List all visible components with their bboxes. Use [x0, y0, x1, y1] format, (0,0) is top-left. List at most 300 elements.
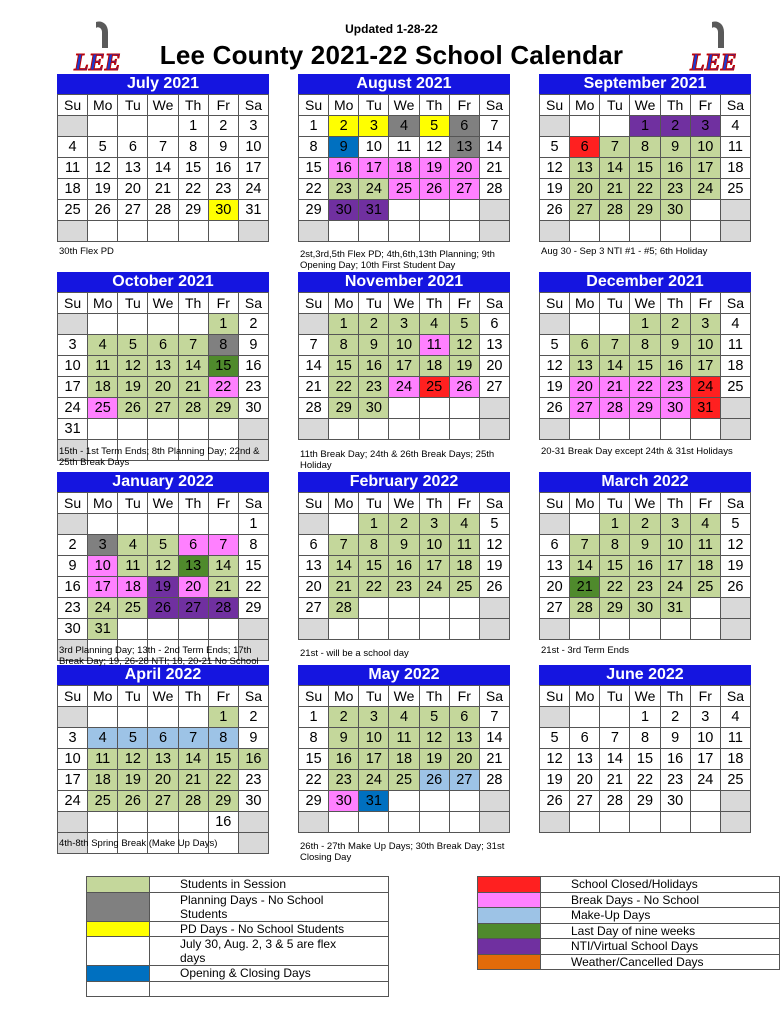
day-cell: 8 — [208, 728, 238, 749]
day-cell: 20 — [118, 179, 148, 200]
legend-label: Break Days - No School — [541, 892, 780, 908]
empty-cell — [600, 314, 630, 335]
day-cell: 4 — [720, 116, 750, 137]
month-table — [539, 292, 751, 440]
day-cell: 8 — [299, 728, 329, 749]
day-cell: 31 — [359, 791, 389, 812]
day-cell: 17 — [359, 749, 389, 770]
day-cell: 14 — [178, 356, 208, 377]
legend-swatch — [87, 981, 150, 997]
day-cell: 2 — [329, 707, 359, 728]
day-cell: 30 — [329, 791, 359, 812]
weekday-label: Mo — [88, 686, 118, 707]
weekday-label: Fr — [208, 95, 238, 116]
day-cell: 9 — [389, 535, 419, 556]
day-cell: 31 — [660, 598, 690, 619]
empty-cell — [449, 200, 479, 221]
month-note: 15th - 1st Term Ends; 8th Planning Day; 22nd & 25th Break Days — [59, 446, 260, 468]
legend-row — [87, 981, 389, 997]
day-cell: 13 — [148, 749, 178, 770]
day-cell: 30 — [660, 200, 690, 221]
empty-cell — [449, 812, 479, 833]
day-cell: 23 — [238, 377, 268, 398]
day-cell: 25 — [118, 598, 148, 619]
day-cell: 6 — [570, 728, 600, 749]
day-cell: 23 — [660, 179, 690, 200]
day-cell: 9 — [630, 535, 660, 556]
empty-cell — [389, 812, 419, 833]
day-cell: 2 — [660, 116, 690, 137]
day-cell: 7 — [570, 535, 600, 556]
day-cell: 22 — [600, 577, 630, 598]
day-cell: 18 — [449, 556, 479, 577]
month-table — [298, 292, 510, 440]
month-table — [57, 94, 269, 242]
day-cell: 28 — [178, 791, 208, 812]
month-note: 3rd Planning Day; 13th - 2nd Term Ends; 17th Break Day; 19, 26-28 NTI; 18, 20-21 No School — [59, 645, 259, 667]
empty-cell — [449, 398, 479, 419]
day-cell: 22 — [630, 377, 660, 398]
day-cell: 27 — [148, 791, 178, 812]
day-cell: 12 — [419, 728, 449, 749]
day-cell: 4 — [389, 707, 419, 728]
logo-text: LEE — [74, 50, 121, 74]
empty-cell — [88, 707, 118, 728]
day-cell: 23 — [359, 377, 389, 398]
empty-cell — [238, 221, 268, 242]
empty-cell — [449, 598, 479, 619]
day-cell: 16 — [389, 556, 419, 577]
day-cell: 9 — [329, 137, 359, 158]
day-cell: 20 — [299, 577, 329, 598]
day-cell: 18 — [720, 749, 750, 770]
day-cell: 14 — [148, 158, 178, 179]
day-cell: 15 — [630, 356, 660, 377]
day-cell: 15 — [299, 749, 329, 770]
legend-label: School Closed/Holidays — [541, 877, 780, 893]
weekday-label: Tu — [600, 293, 630, 314]
day-cell: 28 — [600, 398, 630, 419]
day-cell: 27 — [540, 598, 570, 619]
day-cell: 28 — [329, 598, 359, 619]
weekday-label: Su — [58, 686, 88, 707]
day-cell: 16 — [58, 577, 88, 598]
day-cell: 19 — [118, 770, 148, 791]
empty-cell — [570, 619, 600, 640]
day-cell: 4 — [88, 728, 118, 749]
empty-cell — [540, 812, 570, 833]
month-march-2022 — [539, 472, 751, 640]
legend-swatch — [87, 877, 150, 893]
day-cell: 4 — [58, 137, 88, 158]
day-cell: 3 — [359, 707, 389, 728]
day-cell: 27 — [449, 770, 479, 791]
day-cell: 23 — [238, 770, 268, 791]
day-cell: 18 — [720, 158, 750, 179]
day-cell: 23 — [660, 770, 690, 791]
empty-cell — [720, 419, 750, 440]
month-table — [57, 492, 269, 661]
day-cell: 30 — [208, 200, 238, 221]
empty-cell — [570, 314, 600, 335]
weekday-label: Sa — [479, 293, 509, 314]
day-cell: 1 — [630, 116, 660, 137]
empty-cell — [690, 200, 720, 221]
day-cell: 12 — [479, 535, 509, 556]
day-cell: 21 — [479, 749, 509, 770]
day-cell: 28 — [479, 179, 509, 200]
day-cell: 12 — [118, 356, 148, 377]
day-cell: 11 — [720, 137, 750, 158]
day-cell: 24 — [389, 377, 419, 398]
day-cell: 7 — [479, 707, 509, 728]
legend-label: Planning Days - No School Students — [150, 892, 389, 921]
day-cell: 16 — [660, 749, 690, 770]
day-cell: 5 — [540, 137, 570, 158]
weekday-label: We — [389, 95, 419, 116]
day-cell: 29 — [238, 598, 268, 619]
day-cell: 31 — [58, 419, 88, 440]
empty-cell — [600, 419, 630, 440]
empty-cell — [570, 116, 600, 137]
day-cell: 21 — [479, 158, 509, 179]
weekday-label: Th — [660, 95, 690, 116]
day-cell: 9 — [329, 728, 359, 749]
day-cell: 5 — [118, 335, 148, 356]
month-note: 21st - 3rd Term Ends — [541, 645, 630, 656]
empty-cell — [389, 221, 419, 242]
day-cell: 12 — [419, 137, 449, 158]
empty-cell — [690, 221, 720, 242]
legend-row — [478, 877, 780, 893]
day-cell: 29 — [630, 398, 660, 419]
weekday-label: Mo — [570, 95, 600, 116]
weekday-label: Mo — [570, 493, 600, 514]
day-cell: 9 — [58, 556, 88, 577]
empty-cell — [238, 619, 268, 640]
day-cell: 14 — [600, 158, 630, 179]
legend-swatch — [87, 892, 150, 921]
empty-cell — [118, 707, 148, 728]
day-cell: 16 — [208, 812, 238, 833]
weekday-label: Su — [299, 95, 329, 116]
weekday-label: Sa — [720, 493, 750, 514]
legend-row — [478, 939, 780, 955]
day-cell: 13 — [148, 356, 178, 377]
day-cell: 2 — [238, 314, 268, 335]
day-cell: 7 — [178, 335, 208, 356]
day-cell: 12 — [540, 158, 570, 179]
empty-cell — [329, 419, 359, 440]
month-july-2021 — [57, 74, 269, 242]
day-cell: 17 — [690, 158, 720, 179]
day-cell: 20 — [570, 377, 600, 398]
day-cell: 17 — [660, 556, 690, 577]
day-cell: 29 — [299, 791, 329, 812]
day-cell: 11 — [690, 535, 720, 556]
empty-cell — [88, 514, 118, 535]
day-cell: 16 — [208, 158, 238, 179]
empty-cell — [720, 812, 750, 833]
empty-cell — [359, 598, 389, 619]
empty-cell — [419, 419, 449, 440]
day-cell: 5 — [88, 137, 118, 158]
month-title: October 2021 — [57, 272, 269, 292]
day-cell: 6 — [178, 535, 208, 556]
day-cell: 14 — [479, 137, 509, 158]
day-cell: 10 — [690, 728, 720, 749]
day-cell: 21 — [600, 377, 630, 398]
empty-cell — [178, 314, 208, 335]
day-cell: 21 — [570, 577, 600, 598]
day-cell: 24 — [359, 179, 389, 200]
logo-text: LEE — [690, 50, 737, 74]
day-cell: 20 — [479, 356, 509, 377]
day-cell: 8 — [299, 137, 329, 158]
day-cell: 16 — [238, 356, 268, 377]
day-cell: 20 — [540, 577, 570, 598]
empty-cell — [630, 221, 660, 242]
day-cell: 1 — [178, 116, 208, 137]
page-title: Lee County 2021-22 School Calendar — [159, 40, 624, 70]
empty-cell — [238, 419, 268, 440]
day-cell: 22 — [238, 577, 268, 598]
day-cell: 19 — [720, 556, 750, 577]
empty-cell — [479, 221, 509, 242]
month-april-2022 — [57, 665, 269, 854]
empty-cell — [389, 419, 419, 440]
day-cell: 19 — [540, 377, 570, 398]
legend-left — [86, 876, 389, 997]
day-cell: 11 — [389, 728, 419, 749]
empty-cell — [419, 812, 449, 833]
empty-cell — [148, 619, 178, 640]
empty-cell — [58, 314, 88, 335]
day-cell: 19 — [540, 770, 570, 791]
day-cell: 16 — [630, 556, 660, 577]
day-cell: 15 — [359, 556, 389, 577]
day-cell: 24 — [58, 791, 88, 812]
day-cell: 22 — [299, 179, 329, 200]
day-cell: 13 — [118, 158, 148, 179]
day-cell: 15 — [630, 749, 660, 770]
weekday-label: Fr — [449, 686, 479, 707]
empty-cell — [238, 812, 268, 833]
day-cell: 21 — [299, 377, 329, 398]
day-cell: 24 — [660, 577, 690, 598]
day-cell: 22 — [178, 179, 208, 200]
month-note: 4th-8th Spring Break (Make Up Days) — [59, 838, 218, 849]
day-cell: 20 — [449, 749, 479, 770]
month-december-2021 — [539, 272, 751, 440]
day-cell: 29 — [208, 791, 238, 812]
day-cell: 22 — [630, 179, 660, 200]
day-cell: 30 — [630, 598, 660, 619]
day-cell: 25 — [389, 770, 419, 791]
day-cell: 21 — [178, 770, 208, 791]
weekday-label: Tu — [359, 293, 389, 314]
empty-cell — [389, 598, 419, 619]
month-may-2022 — [298, 665, 510, 833]
legend-row — [478, 892, 780, 908]
day-cell: 18 — [389, 158, 419, 179]
legend-label: Students in Session — [150, 877, 389, 893]
day-cell: 24 — [690, 179, 720, 200]
day-cell: 12 — [88, 158, 118, 179]
empty-cell — [419, 791, 449, 812]
day-cell: 19 — [118, 377, 148, 398]
day-cell: 18 — [389, 749, 419, 770]
day-cell: 9 — [660, 137, 690, 158]
empty-cell — [178, 619, 208, 640]
day-cell: 24 — [58, 398, 88, 419]
day-cell: 9 — [238, 335, 268, 356]
day-cell: 16 — [660, 158, 690, 179]
day-cell: 17 — [690, 356, 720, 377]
day-cell: 27 — [178, 598, 208, 619]
legend-row — [478, 954, 780, 970]
day-cell: 3 — [660, 514, 690, 535]
month-table — [57, 292, 269, 461]
day-cell: 14 — [479, 728, 509, 749]
weekday-label: We — [148, 95, 178, 116]
weekday-label: Th — [660, 493, 690, 514]
month-august-2021 — [298, 74, 510, 242]
day-cell: 25 — [88, 398, 118, 419]
empty-cell — [299, 221, 329, 242]
legend-swatch — [478, 908, 541, 924]
legend-swatch — [478, 877, 541, 893]
weekday-label: Mo — [88, 95, 118, 116]
day-cell: 16 — [329, 158, 359, 179]
weekday-label: Su — [540, 95, 570, 116]
empty-cell — [479, 619, 509, 640]
empty-cell — [479, 200, 509, 221]
weekday-label: Su — [58, 95, 88, 116]
empty-cell — [88, 116, 118, 137]
day-cell: 13 — [540, 556, 570, 577]
weekday-label: Su — [299, 493, 329, 514]
legend-right — [477, 876, 780, 970]
day-cell: 8 — [630, 137, 660, 158]
day-cell: 17 — [88, 577, 118, 598]
day-cell: 16 — [238, 749, 268, 770]
day-cell: 19 — [540, 179, 570, 200]
weekday-label: Tu — [118, 293, 148, 314]
day-cell: 26 — [720, 577, 750, 598]
weekday-label: We — [148, 293, 178, 314]
empty-cell — [148, 419, 178, 440]
day-cell: 16 — [329, 749, 359, 770]
day-cell: 20 — [148, 377, 178, 398]
day-cell: 18 — [88, 377, 118, 398]
empty-cell — [208, 619, 238, 640]
month-note: Aug 30 - Sep 3 NTI #1 - #5; 6th Holiday — [541, 246, 708, 257]
day-cell: 6 — [148, 728, 178, 749]
day-cell: 24 — [238, 179, 268, 200]
day-cell: 15 — [208, 356, 238, 377]
day-cell: 15 — [329, 356, 359, 377]
weekday-label: Mo — [88, 293, 118, 314]
empty-cell — [600, 619, 630, 640]
day-cell: 25 — [720, 770, 750, 791]
day-cell: 29 — [329, 398, 359, 419]
empty-cell — [630, 812, 660, 833]
day-cell: 8 — [178, 137, 208, 158]
day-cell: 10 — [660, 535, 690, 556]
empty-cell — [118, 514, 148, 535]
empty-cell — [449, 419, 479, 440]
day-cell: 2 — [238, 707, 268, 728]
day-cell: 25 — [419, 377, 449, 398]
month-table — [298, 492, 510, 640]
day-cell: 2 — [208, 116, 238, 137]
month-note: 30th Flex PD — [59, 246, 114, 257]
weekday-label: Sa — [720, 95, 750, 116]
day-cell: 29 — [630, 200, 660, 221]
day-cell: 7 — [479, 116, 509, 137]
legend-label: Last Day of nine weeks — [541, 923, 780, 939]
legend-row — [478, 923, 780, 939]
day-cell: 30 — [660, 791, 690, 812]
day-cell: 13 — [570, 158, 600, 179]
empty-cell — [178, 812, 208, 833]
day-cell: 23 — [329, 179, 359, 200]
day-cell: 26 — [118, 791, 148, 812]
empty-cell — [148, 314, 178, 335]
day-cell: 26 — [449, 377, 479, 398]
month-table — [539, 492, 751, 640]
day-cell: 18 — [88, 770, 118, 791]
empty-cell — [299, 314, 329, 335]
month-october-2021 — [57, 272, 269, 461]
empty-cell — [660, 221, 690, 242]
empty-cell — [148, 221, 178, 242]
empty-cell — [118, 314, 148, 335]
month-september-2021 — [539, 74, 751, 242]
weekday-label: We — [630, 493, 660, 514]
empty-cell — [148, 707, 178, 728]
empty-cell — [329, 812, 359, 833]
day-cell: 14 — [600, 749, 630, 770]
day-cell: 13 — [570, 749, 600, 770]
empty-cell — [118, 812, 148, 833]
empty-cell — [720, 221, 750, 242]
empty-cell — [88, 419, 118, 440]
day-cell: 14 — [208, 556, 238, 577]
empty-cell — [600, 707, 630, 728]
day-cell: 9 — [208, 137, 238, 158]
empty-cell — [208, 221, 238, 242]
empty-cell — [720, 598, 750, 619]
day-cell: 4 — [419, 314, 449, 335]
empty-cell — [690, 598, 720, 619]
day-cell: 1 — [630, 314, 660, 335]
day-cell: 18 — [690, 556, 720, 577]
weekday-label: Th — [419, 686, 449, 707]
empty-cell — [720, 791, 750, 812]
month-note: 21st - will be a school day — [300, 648, 409, 659]
day-cell: 2 — [389, 514, 419, 535]
empty-cell — [58, 116, 88, 137]
day-cell: 6 — [540, 535, 570, 556]
legend-swatch — [87, 937, 150, 966]
day-cell: 13 — [449, 728, 479, 749]
day-cell: 19 — [419, 158, 449, 179]
month-table — [57, 685, 269, 854]
day-cell: 23 — [660, 377, 690, 398]
empty-cell — [720, 200, 750, 221]
